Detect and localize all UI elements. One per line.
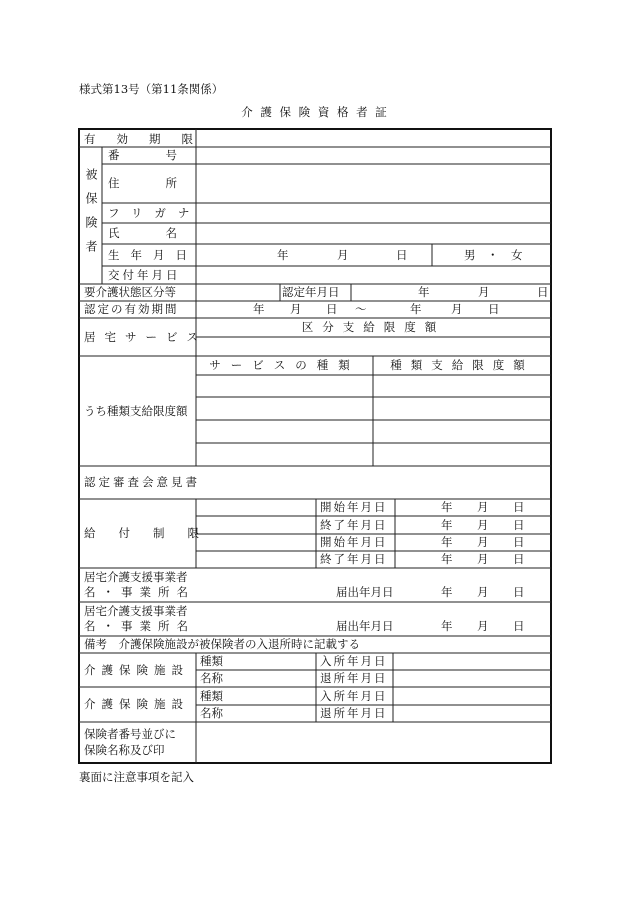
birth-month: 月 bbox=[337, 247, 349, 262]
name-label: 氏名 bbox=[108, 226, 223, 240]
bl-d1: 日 bbox=[513, 500, 525, 514]
type-limit-label: うち種類支給限度額 bbox=[84, 403, 188, 418]
cert-year: 年 bbox=[418, 285, 430, 299]
facility2-label: 介護保険施設 bbox=[84, 697, 189, 711]
p1-day: 日 bbox=[513, 585, 525, 599]
facility1-discharge: 退所年月日 bbox=[320, 671, 388, 685]
facility1-kind: 種類 bbox=[200, 654, 223, 668]
birth-year: 年 bbox=[277, 247, 289, 262]
provider2-notify: 届出年月日 bbox=[336, 619, 394, 633]
footer-note: 裏面に注意事項を記入 bbox=[79, 770, 194, 784]
period-from-month: 月 bbox=[290, 302, 302, 316]
insurer-line2: 保険名称及び印 bbox=[84, 742, 165, 757]
issue-date-label: 交付年月日 bbox=[108, 267, 181, 282]
benefit-limit-label: 給付制限 bbox=[84, 526, 222, 540]
period-from-year: 年 bbox=[253, 302, 265, 316]
facility1-label: 介護保険施設 bbox=[84, 662, 189, 677]
gender-dot: ・ bbox=[487, 247, 499, 262]
period-to-month: 月 bbox=[451, 302, 463, 316]
p2-year: 年 bbox=[441, 619, 453, 633]
facility2-admit: 入所年月日 bbox=[320, 688, 388, 703]
p2-month: 月 bbox=[477, 619, 489, 633]
provider1-line2: 名・事業所名 bbox=[84, 585, 195, 599]
period-to-year: 年 bbox=[410, 302, 422, 316]
start-date-label-1: 開始年月日 bbox=[320, 500, 388, 514]
facility1-name: 名称 bbox=[200, 671, 223, 685]
end-date-label-2: 終了年月日 bbox=[320, 552, 388, 566]
form-number: 様式第13号（第11条関係） bbox=[79, 82, 224, 96]
provider1-notify: 届出年月日 bbox=[336, 585, 394, 599]
number-label: 番号 bbox=[108, 148, 223, 162]
gender-male: 男 bbox=[464, 247, 476, 262]
start-date-label-2: 開始年月日 bbox=[320, 535, 388, 549]
opinion-label: 認定審査会意見書 bbox=[84, 475, 200, 489]
limit-amount-label: 区分支給限度額 bbox=[301, 320, 446, 334]
cert-month: 月 bbox=[478, 285, 490, 299]
bl-m4: 月 bbox=[477, 552, 489, 566]
bl-d4: 日 bbox=[513, 552, 525, 566]
provider2-line1: 居宅介護支援事業者 bbox=[84, 604, 188, 618]
gender-female: 女 bbox=[511, 247, 523, 262]
bl-m2: 月 bbox=[477, 517, 489, 532]
p2-day: 日 bbox=[513, 619, 525, 633]
type-limit-amount-header: 種類支給限度額 bbox=[390, 358, 534, 372]
bl-y2: 年 bbox=[441, 517, 453, 532]
facility2-kind: 種類 bbox=[200, 688, 223, 703]
bl-d2: 日 bbox=[513, 517, 525, 532]
bl-y3: 年 bbox=[441, 535, 453, 549]
bl-d3: 日 bbox=[513, 535, 525, 549]
bl-y1: 年 bbox=[441, 500, 453, 514]
period-tilde: ～ bbox=[355, 302, 367, 316]
p1-month: 月 bbox=[477, 585, 489, 599]
address-label: 住所 bbox=[108, 176, 223, 190]
validity-label: 有効期限 bbox=[84, 131, 214, 146]
period-from-day: 日 bbox=[326, 302, 338, 316]
provider2-line2: 名・事業所名 bbox=[84, 619, 195, 633]
bl-m3: 月 bbox=[477, 535, 489, 549]
insured-group-cell bbox=[79, 147, 102, 284]
birthdate-label: 生年月日 bbox=[108, 247, 198, 262]
home-service-label: 居宅サービス bbox=[84, 329, 207, 344]
insurer-line1: 保険者番号並びに bbox=[84, 726, 176, 741]
bl-y4: 年 bbox=[441, 552, 453, 566]
cert-day: 日 bbox=[537, 285, 549, 299]
facility1-admit: 入所年月日 bbox=[320, 654, 388, 668]
cert-date-label: 認定年月日 bbox=[282, 285, 340, 299]
period-to-day: 日 bbox=[488, 302, 500, 316]
form-title: 介 護 保 険 資 格 者 証 bbox=[241, 105, 389, 119]
furigana-label: フリガナ bbox=[108, 205, 202, 220]
insured-group-label: 被保険者 bbox=[84, 167, 98, 264]
care-level-label: 要介護状態区分等 bbox=[84, 285, 176, 299]
facility2-name: 名称 bbox=[200, 706, 223, 720]
facility2-discharge: 退所年月日 bbox=[320, 706, 388, 720]
service-type-header: サービスの種類 bbox=[209, 358, 360, 372]
provider1-line1: 居宅介護支援事業者 bbox=[84, 570, 188, 584]
bl-m1: 月 bbox=[477, 500, 489, 514]
p1-year: 年 bbox=[441, 585, 453, 599]
cert-period-label: 認定の有効期間 bbox=[84, 302, 179, 316]
remarks: 備考 介護保険施設が被保険者の入退所時に記載する bbox=[84, 637, 360, 651]
birth-day: 日 bbox=[396, 247, 408, 262]
end-date-label-1: 終了年月日 bbox=[320, 517, 388, 532]
